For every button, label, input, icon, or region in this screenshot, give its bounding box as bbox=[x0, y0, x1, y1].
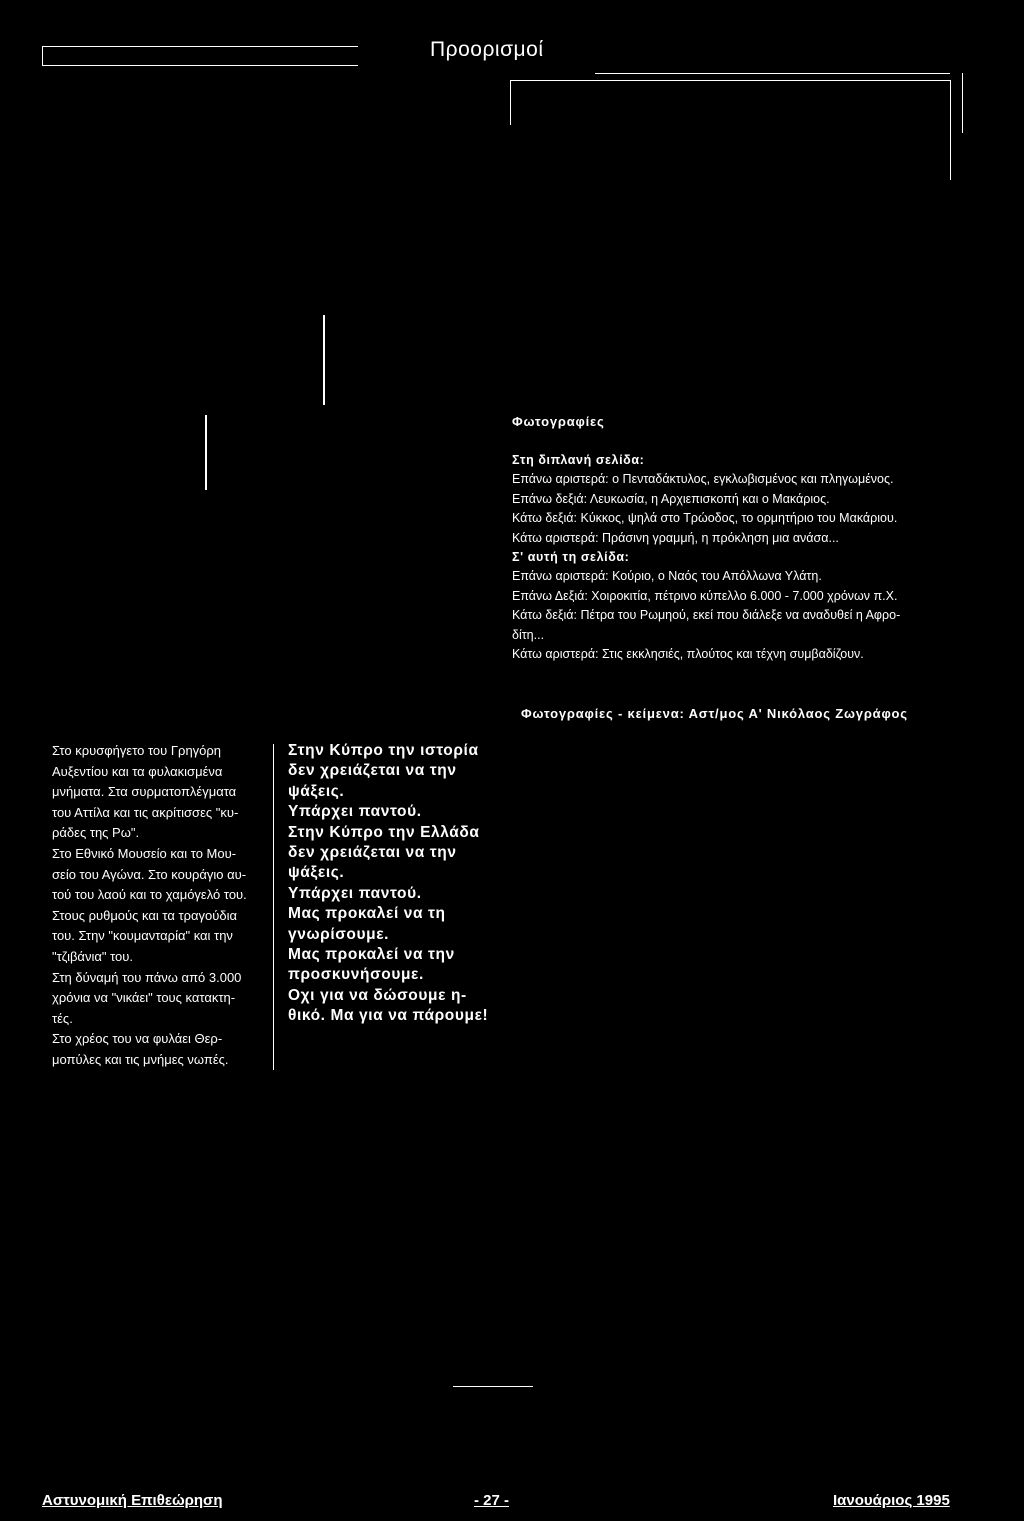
text-line: θικό. Μα για να πάρουμε! bbox=[288, 1007, 489, 1025]
bottom-short-rule bbox=[453, 1386, 533, 1387]
text-line: του Αττίλα και τις ακρίτισσες "κυ- bbox=[52, 804, 239, 820]
caption-line: Κάτω δεξιά: Πέτρα του Ρωμηού, εκεί που διάλεξε να αναδυθεί η Αφρο- bbox=[512, 608, 901, 623]
text-line: ψάξεις. bbox=[288, 864, 345, 882]
text-line: Υπάρχει παντού. bbox=[288, 803, 422, 821]
text-line: σείο του Αγώνα. Στο κουράγιο αυ- bbox=[52, 866, 247, 882]
text-line: δεν χρειάζεται να την bbox=[288, 844, 457, 862]
column-divider bbox=[273, 744, 274, 1070]
text-line: "τζιβάνια" του. bbox=[52, 948, 133, 964]
inner-vertical-left bbox=[510, 80, 511, 125]
text-line: Στο Εθνικό Μουσείο και το Μου- bbox=[52, 845, 237, 861]
caption-line: Κάτω αριστερά: Στις εκκλησιές, πλούτος και τέχνη συμβαδίζουν. bbox=[512, 647, 864, 662]
page-title: Προορισμοί bbox=[430, 38, 544, 61]
caption-line: Επάνω αριστερά: Κούριο, ο Ναός του Απόλλωνα Υλάτη. bbox=[512, 569, 822, 584]
text-line: Υπάρχει παντού. bbox=[288, 884, 422, 902]
right-edge-vertical bbox=[962, 73, 963, 133]
text-line: του. Στην "κουμανταρία" και την bbox=[52, 928, 233, 944]
text-line: μνήματα. Στα συρματοπλέγματα bbox=[52, 784, 237, 800]
right-frame-vertical bbox=[950, 80, 951, 180]
text-line: Στη δύναμή του πάνω από 3.000 bbox=[52, 969, 242, 985]
left-frame-vertical bbox=[42, 46, 43, 66]
text-line: προσκυνήσουμε. bbox=[288, 966, 424, 984]
footer-page-number: - 27 - bbox=[474, 1492, 510, 1509]
photo-marker-1 bbox=[323, 315, 325, 405]
text-line: Οχι για να δώσουμε η- bbox=[288, 986, 467, 1004]
text-line: χρόνια να "νικάει" τους κατακτη- bbox=[52, 990, 236, 1006]
text-line: γνωρίσουμε. bbox=[288, 925, 390, 943]
top-rule-right-inner bbox=[510, 80, 950, 81]
text-line: Στο χρέος του να φυλάει Θερ- bbox=[52, 1031, 223, 1047]
text-line: ψάξεις. bbox=[288, 782, 345, 800]
caption-line: Επάνω δεξιά: Λευκωσία, η Αρχιεπισκοπή και ο Μακάριος. bbox=[512, 491, 830, 506]
text-line: Μας προκαλεί να την bbox=[288, 946, 455, 964]
text-line: Στην Κύπρο την ιστορία bbox=[288, 742, 479, 759]
photo-marker-2 bbox=[205, 415, 207, 490]
text-line: Μας προκαλεί να τη bbox=[288, 905, 446, 923]
left-text-column bbox=[52, 741, 267, 1071]
caption-line: δίτη... bbox=[512, 627, 545, 642]
text-line: τού του λαού και το χαμόγελό του. bbox=[52, 887, 247, 903]
caption-line: Κάτω αριστερά: Πράσινη γραμμή, η πρόκληση μια ανάσα... bbox=[512, 530, 839, 545]
top-rule-left-lower bbox=[42, 65, 358, 66]
text-line: Στο κρυσφήγετο του Γρηγόρη bbox=[52, 743, 222, 758]
text-line: μοπύλες και τις μνήμες νωπές. bbox=[52, 1051, 229, 1067]
top-rule-right bbox=[595, 73, 950, 74]
text-line: δεν χρειάζεται να την bbox=[288, 762, 457, 780]
text-line: τές. bbox=[52, 1010, 73, 1026]
caption-line: Επάνω αριστερά: ο Πενταδάκτυλος, εγκλωβισμένος και πληγωμένος. bbox=[512, 472, 894, 487]
footer-date: Ιανουάριος 1995 bbox=[833, 1492, 950, 1509]
caption-heading: Φωτογραφίες bbox=[512, 414, 605, 429]
caption-line: Επάνω Δεξιά: Χοιροκιτία, πέτρινο κύπελλο 6.000 - 7.000 χρόνων π.Χ. bbox=[512, 588, 898, 603]
photo-caption-block bbox=[512, 414, 962, 664]
credits-line: Φωτογραφίες - κείμενα: Αστ/μος Α' Νικόλαος Ζωγράφος bbox=[521, 706, 908, 721]
text-line: ράδες της Ρω". bbox=[52, 825, 140, 841]
text-line: Αυξεντίου και τα φυλακισμένα bbox=[52, 763, 223, 779]
text-line: Στην Κύπρο την Ελλάδα bbox=[288, 823, 480, 841]
caption-line: Κάτω δεξιά: Κύκκος, ψηλά στο Τρώοδος, το ορμητήριο του Μακάριου. bbox=[512, 511, 898, 526]
footer-publication: Αστυνομική Επιθεώρηση bbox=[42, 1492, 223, 1509]
caption-subheading-opposite: Στη διπλανή σελίδα: bbox=[512, 453, 645, 467]
caption-subheading-this: Σ' αυτή τη σελίδα: bbox=[512, 550, 630, 565]
middle-text-column bbox=[288, 741, 513, 1027]
top-rule-left bbox=[42, 46, 358, 47]
text-line: Στους ρυθμούς και τα τραγούδια bbox=[52, 907, 237, 923]
